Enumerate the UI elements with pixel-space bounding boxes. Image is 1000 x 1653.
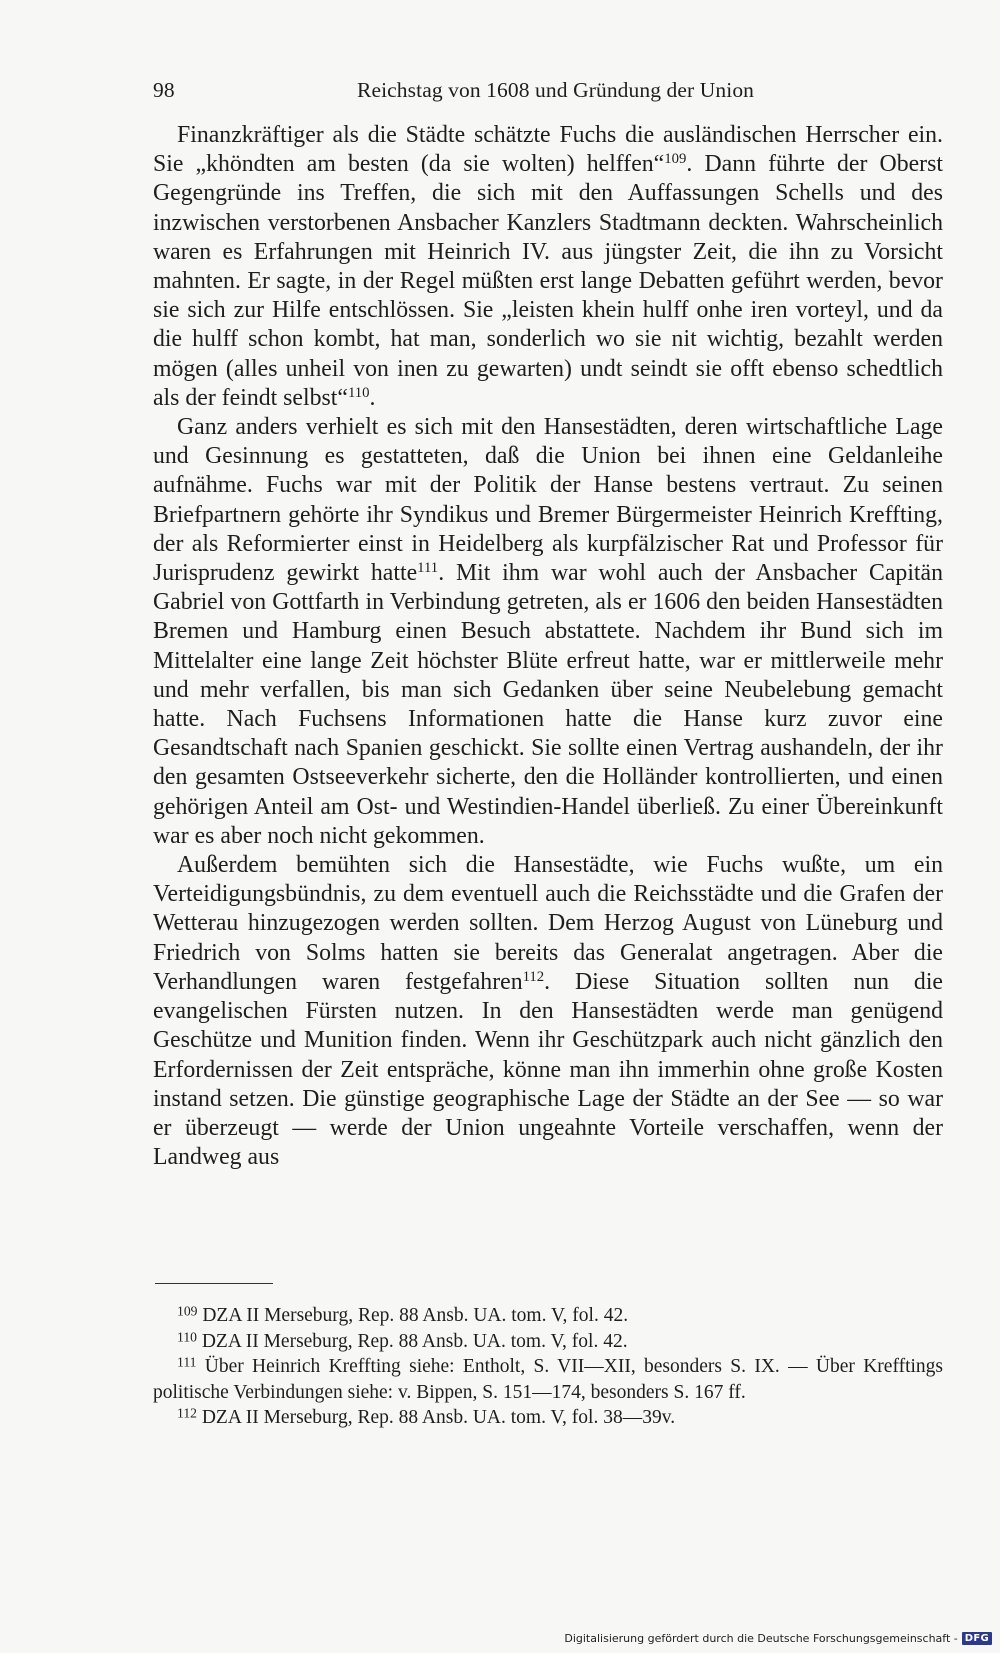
paragraph-text: . xyxy=(369,384,376,411)
running-title: Reichstag von 1608 und Gründung der Union xyxy=(357,78,755,102)
footnote-text: DZA II Merseburg, Rep. 88 Ansb. UA. tom. V, fol. 38—39v. xyxy=(201,1407,676,1428)
footnote-separator-rule xyxy=(155,1283,273,1284)
footnote-number: 112 xyxy=(177,1405,197,1421)
footnote-marker-109: 109 xyxy=(664,151,687,168)
paragraph-text: Außerdem bemühten sich die Hansestädte, wie Fuchs wußte, um ein Verteidigungsbündnis, zu dem eventuell auch die Reichsstädte und die Grafen der Wetterau hinzugezogen werden sollten. Dem Herzog August von Lüneburg und Friedrich von Solms hatten sie bereits das Generalat angetragen. Aber die Verhandlungen waren festgefahren xyxy=(153,852,943,995)
footnote-112 xyxy=(153,1405,943,1431)
paragraph-text: . Diese Situation sollten nun die evangelischen Fürsten nutzen. In den Hansestädten werde man genügend Geschütze und Munition finden. Wenn ihr Geschützpark auch nicht gänzlich den Erfordernissen der Zeit entspräche, könne man ihn immerhin ohne große Kosten instand setzen. Die günstige geographische Lage der Städte an der See — so war er überzeugt — werde der Union ungeahnte Vorteile verschaffen, wenn der Landweg aus xyxy=(153,968,943,1171)
paragraph-text: . Dann führte der Oberst Gegengründe ins Treffen, die sich mit den Auffassungen Schells und des inzwischen verstorbenen Ansbacher Kanzlers Stadtmann deckten. Wahrscheinlich waren es Erfahrungen mit Heinrich IV. aus jüngster Zeit, die ihn zu Vorsicht mahnten. Er sagte, in der Regel müßten erst lange Debatten geführt werden, bevor sie sich zur Hilfe entschlössen. Sie „leisten khein hulff onhe iren vorteyl, und da die hulff schon kombt, hat man, sonderlich wo sie nit wichtig, bezahlt werden mögen (alles unheil von inen zu gewarten) undt seindt sie offt ebenso schedtlich als der feindt selbst“ xyxy=(153,151,943,411)
footnote-number: 111 xyxy=(177,1354,197,1370)
footnote-text: DZA II Merseburg, Rep. 88 Ansb. UA. tom. V, fol. 42. xyxy=(202,1305,629,1326)
footnote-111 xyxy=(153,1354,943,1405)
credit-text: Digitalisierung gefördert durch die Deutsche Forschungsgemeinschaft - xyxy=(564,1632,958,1645)
paragraph-text: Finanzkräftiger als die Städte schätzte Fuchs die ausländischen Herrscher ein. Sie „khöndten am besten (da sie wolten) helffen“ xyxy=(153,122,943,178)
paragraph-text: Ganz anders verhielt es sich mit den Hansestädten, deren wirtschaftliche Lage und Gesinnung es gestatteten, daß die Union bei ihnen eine Geldanleihe aufnähme. Fuchs war mit der Politik der Hanse bestens vertraut. Zu seinen Briefpartnern gehörte ihr Syndikus und Bremer Bürgermeister Heinrich Kreffting, der als Reformierter einst in Heidelberg als kurpfälzischer Rat und Professor für Jurisprudenz gewirkt hatte xyxy=(153,414,943,587)
body-text xyxy=(153,121,943,1172)
footnote-marker-111: 111 xyxy=(417,559,439,576)
footnotes xyxy=(153,1303,943,1431)
footnote-text: DZA II Merseburg, Rep. 88 Ansb. UA. tom. V, fol. 42. xyxy=(201,1330,628,1352)
paragraph-3 xyxy=(153,851,943,1172)
paragraph-1 xyxy=(153,121,943,413)
page-number: 98 xyxy=(153,78,175,102)
footnote-marker-110: 110 xyxy=(347,384,370,401)
paragraph-2 xyxy=(153,413,943,851)
footnote-109 xyxy=(153,1303,943,1329)
footnote-marker-112: 112 xyxy=(522,968,545,985)
footnote-text: Über Heinrich Kreffting siehe: Entholt, S. VII—XII, besonders S. IX. — Über Krefftings politische Verbindungen siehe: v. Bippen, S. 151—174, besonders S. 167 ff. xyxy=(153,1356,943,1403)
footnote-110 xyxy=(153,1329,943,1355)
paragraph-text: . Mit ihm war wohl auch der Ansbacher Capitän Gabriel von Gottfarth in Verbindung getreten, als er 1606 den beiden Hansestädten Bremen und Hamburg einen Besuch abstattete. Nachdem ihr Bund sich im Mittelalter eine lange Zeit höchster Blüte erfreut hatte, war er mittlerweile mehr und mehr verfallen, bis man sich Gedanken über seine Neubelebung gemacht hatte. Nach Fuchsens Informationen hatte die Hanse kurz zuvor eine Gesandtschaft nach Spanien geschickt. Sie sollte einen Vertrag aushandeln, der ihr den gesamten Ostseeverkehr sicherte, den die Holländer kontrollierten, und einen gehörigen Anteil am Ost- und Westindien-Handel überließ. Zu einer Übereinkunft war es aber noch nicht gekommen. xyxy=(153,560,943,849)
digitization-credit xyxy=(564,1632,992,1645)
dfg-logo: DFG xyxy=(962,1632,992,1645)
footnote-number: 110 xyxy=(177,1329,197,1345)
footnote-number: 109 xyxy=(177,1303,198,1319)
